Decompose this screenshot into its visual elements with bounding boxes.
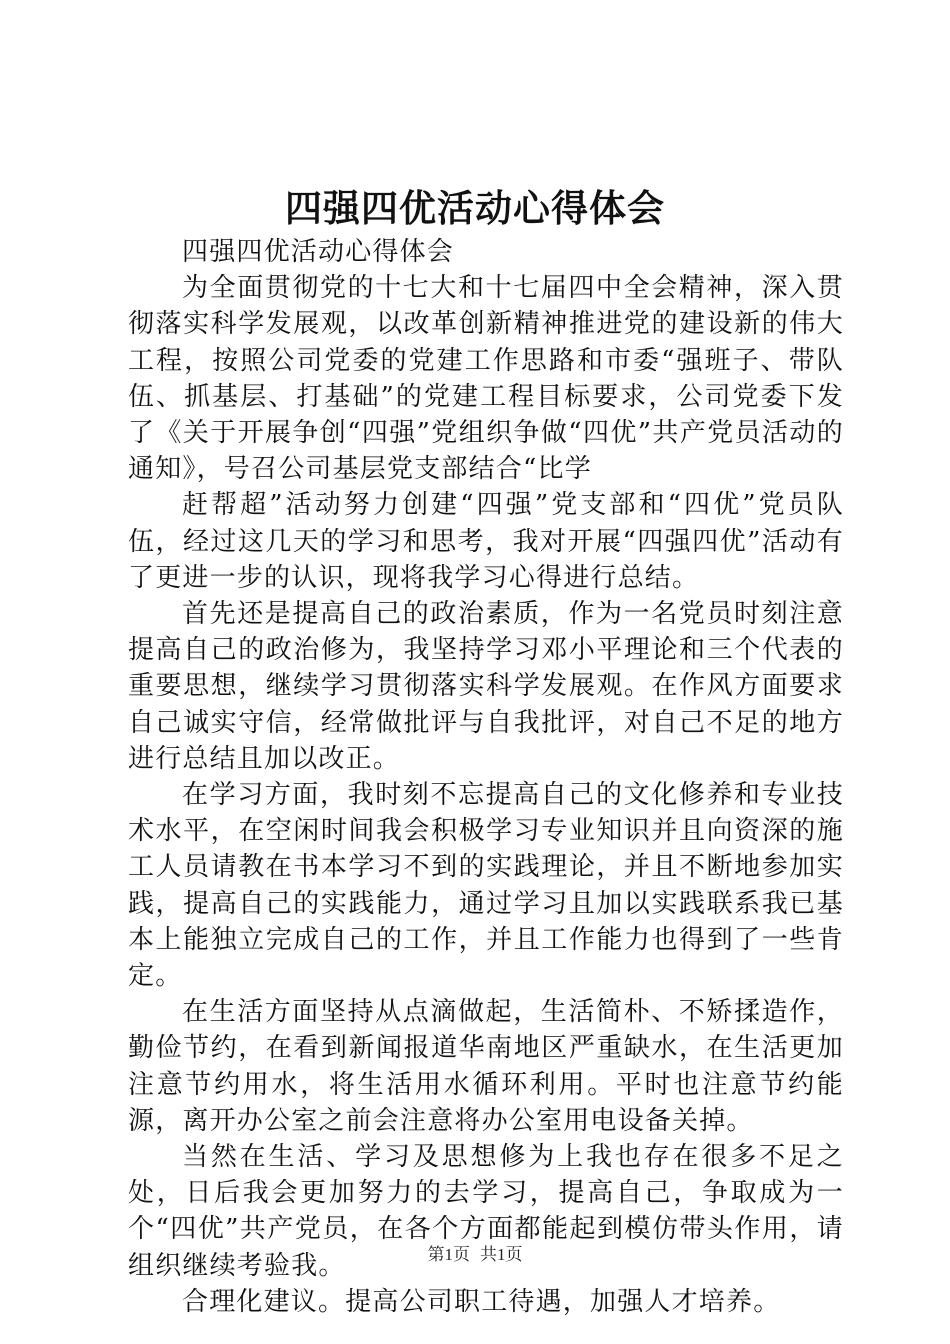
page-footer bbox=[0, 1244, 950, 1266]
paragraph-subtitle: 四强四优活动心得体会 bbox=[182, 237, 455, 267]
document-body bbox=[128, 234, 844, 1320]
paragraph-understanding: 赶帮超”活动努力创建“四强”党支部和“四优”党员队伍，经过这几天的学习和思考，我对开展“四强四优”活动有了更进一步的认识，现将我学习心得进行总结。 bbox=[128, 490, 844, 593]
page-number: 第1页 bbox=[427, 1245, 470, 1264]
document-title: 四强四优活动心得体会 bbox=[285, 186, 665, 230]
paragraph-life: 在生活方面坚持从点滴做起，生活简朴、不矫揉造作，勤俭节约，在看到新闻报道华南地区严重缺水，在生活更加注意节约用水，将生活用水循环利用。平时也注意节约能源，离开办公室之前会注意将办公室用电设备关掉。 bbox=[128, 997, 844, 1136]
paragraph-intro: 为全面贯彻党的十七大和十七届四中全会精神，深入贯彻落实科学发展观，以改革创新精神推进党的建设新的伟大工程，按照公司党委的党建工作思路和市委“强班子、带队伍、抓基层、打基础”的党建工程目标要求，公司党委下发了《关于开展争创“四强”党组织争做“四优”共产党员活动的通知》，号召公司基层党支部结合“比学 bbox=[128, 273, 844, 485]
paragraph-political: 首先还是提高自己的政治素质，作为一名党员时刻注意提高自己的政治修为，我坚持学习邓小平理论和三个代表的重要思想，继续学习贯彻落实科学发展观。在作风方面要求自己诚实守信，经常做批评与自我批评，对自己不足的地方进行总结且加以改正。 bbox=[128, 599, 844, 774]
page-total: 共1页 bbox=[480, 1245, 523, 1264]
paragraph-shortcomings: 当然在生活、学习及思想修为上我也存在很多不足之处，日后我会更加努力的去学习，提高自己，争取成为一个“四优”共产党员，在各个方面都能起到模仿带头作用，请组织继续考验我。 bbox=[128, 1142, 844, 1281]
paragraph-study: 在学习方面，我时刻不忘提高自己的文化修养和专业技术水平，在空闲时间我会积极学习专业知识并且向资深的施工人员请教在书本学习不到的实践理论，并且不断地参加实践，提高自己的实践能力，通过学习且加以实践联系我已基本上能独立完成自己的工作，并且工作能力也得到了一些肯定。 bbox=[128, 780, 844, 992]
paragraph-suggestion: 合理化建议。提高公司职工待遇，加强人才培养。 bbox=[182, 1286, 781, 1317]
